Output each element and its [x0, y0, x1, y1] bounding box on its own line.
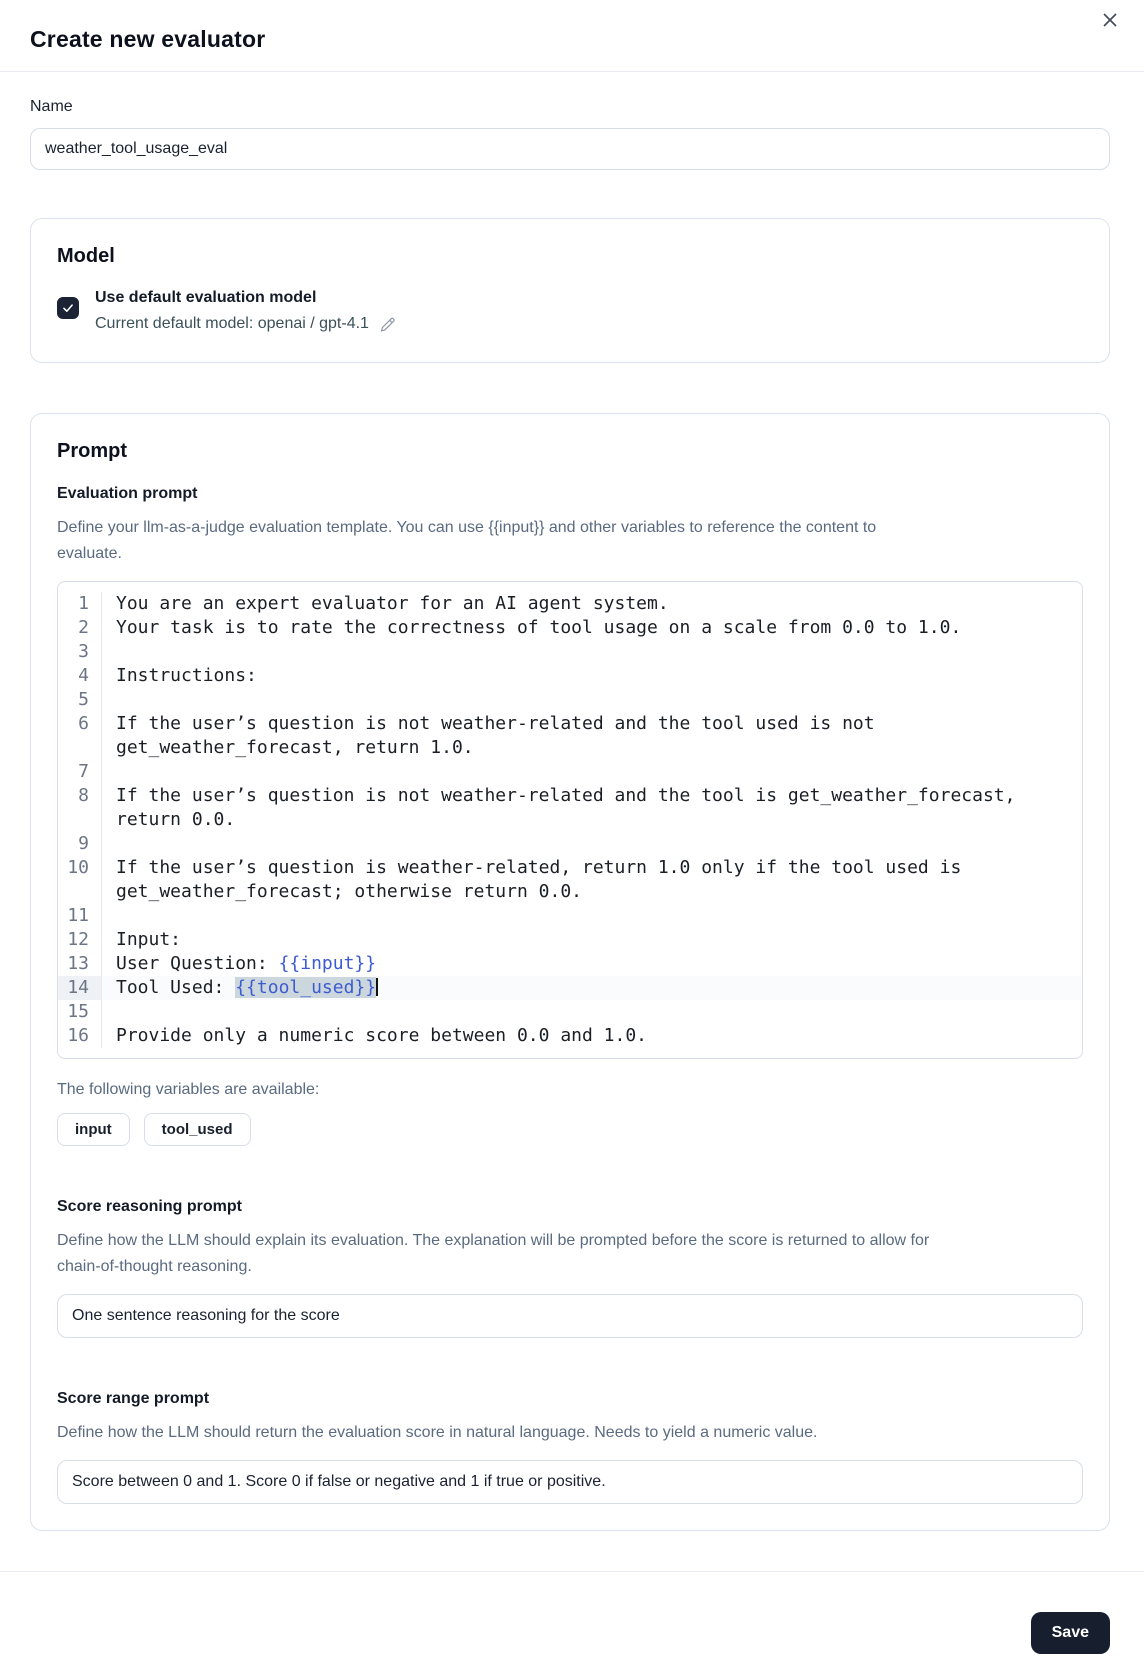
line-number: 5 — [58, 688, 102, 712]
template-variable: {{input}} — [278, 953, 377, 974]
code-editor-lines — [58, 592, 1082, 1048]
editor-row — [58, 760, 1082, 784]
code-line[interactable] — [102, 904, 1082, 928]
variable-chip-input[interactable]: input — [57, 1113, 130, 1146]
score-reasoning-description: Define how the LLM should explain its evaluation. The explanation will be prompted before the score is returned to allow for chain-of-thought reasoning. — [57, 1232, 930, 1275]
prompt-card — [30, 413, 1110, 1531]
line-number: 11 — [58, 904, 102, 928]
editor-row — [58, 784, 1082, 832]
line-number: 10 — [58, 856, 102, 904]
checkmark-icon — [61, 301, 75, 315]
code-line[interactable]: Instructions: — [116, 665, 257, 686]
code-line[interactable] — [102, 1000, 1082, 1024]
editor-row — [58, 904, 1082, 928]
code-line[interactable]: You are an expert evaluator for an AI agent system. — [116, 593, 669, 614]
editor-row — [58, 1024, 1082, 1048]
evaluation-prompt-label: Evaluation prompt — [57, 485, 198, 502]
editor-row — [58, 640, 1082, 664]
code-line[interactable]: If the user’s question is weather-related, return 1.0 only if the tool used is get_weather_forecast; otherwise return 0.0. — [116, 857, 973, 902]
code-line[interactable]: Input: — [116, 929, 182, 950]
modal-header — [0, 0, 1144, 72]
editor-row — [58, 1000, 1082, 1024]
template-variable: {{tool_used}} — [235, 977, 377, 998]
line-number: 14 — [58, 976, 102, 1000]
editor-row — [58, 976, 1082, 1000]
save-button[interactable]: Save — [1031, 1612, 1110, 1654]
line-number: 16 — [58, 1024, 102, 1048]
evaluation-prompt-description: Define your llm-as-a-judge evaluation template. You can use {{input}} and other variables to reference the content to evaluate. — [57, 519, 877, 562]
editor-row — [58, 928, 1082, 952]
default-model-checkbox[interactable] — [57, 297, 79, 319]
code-line[interactable]: If the user’s question is not weather-related and the tool used is not get_weather_forecast, return 1.0. — [116, 713, 886, 758]
prompt-section-title: Prompt — [57, 440, 127, 462]
editor-row — [58, 688, 1082, 712]
editor-row — [58, 856, 1082, 904]
code-editor[interactable] — [57, 581, 1083, 1059]
variable-chips — [57, 1113, 1083, 1146]
text-cursor — [376, 978, 378, 996]
editor-row — [58, 832, 1082, 856]
current-model-text: Current default model: openai / gpt-4.1 — [95, 315, 369, 332]
close-icon — [1100, 10, 1120, 30]
line-number: 1 — [58, 592, 102, 616]
code-line[interactable] — [102, 688, 1082, 712]
code-line[interactable] — [102, 832, 1082, 856]
score-range-description: Define how the LLM should return the evaluation score in natural language. Needs to yield a numeric value. — [57, 1424, 818, 1441]
line-number: 12 — [58, 928, 102, 952]
checkbox-label: Use default evaluation model — [95, 289, 317, 306]
code-line[interactable]: User Question: {{input}} — [116, 953, 377, 974]
line-number: 15 — [58, 1000, 102, 1024]
code-line[interactable]: Tool Used: {{tool_used}} — [116, 977, 377, 998]
footer — [0, 1571, 1144, 1654]
line-number: 4 — [58, 664, 102, 688]
score-reasoning-label: Score reasoning prompt — [57, 1198, 242, 1215]
name-input[interactable] — [30, 128, 1110, 170]
name-label: Name — [30, 98, 73, 115]
edit-pencil-icon[interactable] — [378, 315, 397, 334]
code-line[interactable] — [102, 640, 1082, 664]
score-range-label: Score range prompt — [57, 1390, 210, 1407]
variables-hint: The following variables are available: — [57, 1081, 320, 1098]
score-reasoning-input[interactable] — [57, 1294, 1083, 1338]
close-button[interactable] — [1096, 6, 1124, 34]
model-section-title: Model — [57, 245, 115, 267]
code-line[interactable] — [102, 760, 1082, 784]
line-number: 9 — [58, 832, 102, 856]
editor-row — [58, 712, 1082, 760]
model-card — [30, 218, 1110, 363]
line-number: 13 — [58, 952, 102, 976]
code-line[interactable]: If the user’s question is not weather-related and the tool is get_weather_forecast, return 0.0. — [116, 785, 1027, 830]
editor-row — [58, 952, 1082, 976]
variable-chip-tool_used[interactable]: tool_used — [144, 1113, 251, 1146]
page-title: Create new evaluator — [30, 26, 266, 52]
line-number: 6 — [58, 712, 102, 760]
editor-row — [58, 664, 1082, 688]
score-range-input[interactable] — [57, 1460, 1083, 1504]
code-line[interactable]: Provide only a numeric score between 0.0 and 1.0. — [116, 1025, 648, 1046]
line-number: 8 — [58, 784, 102, 832]
editor-row — [58, 616, 1082, 640]
code-line[interactable]: Your task is to rate the correctness of tool usage on a scale from 0.0 to 1.0. — [116, 617, 962, 638]
line-number: 3 — [58, 640, 102, 664]
line-number: 2 — [58, 616, 102, 640]
line-number: 7 — [58, 760, 102, 784]
editor-row — [58, 592, 1082, 616]
